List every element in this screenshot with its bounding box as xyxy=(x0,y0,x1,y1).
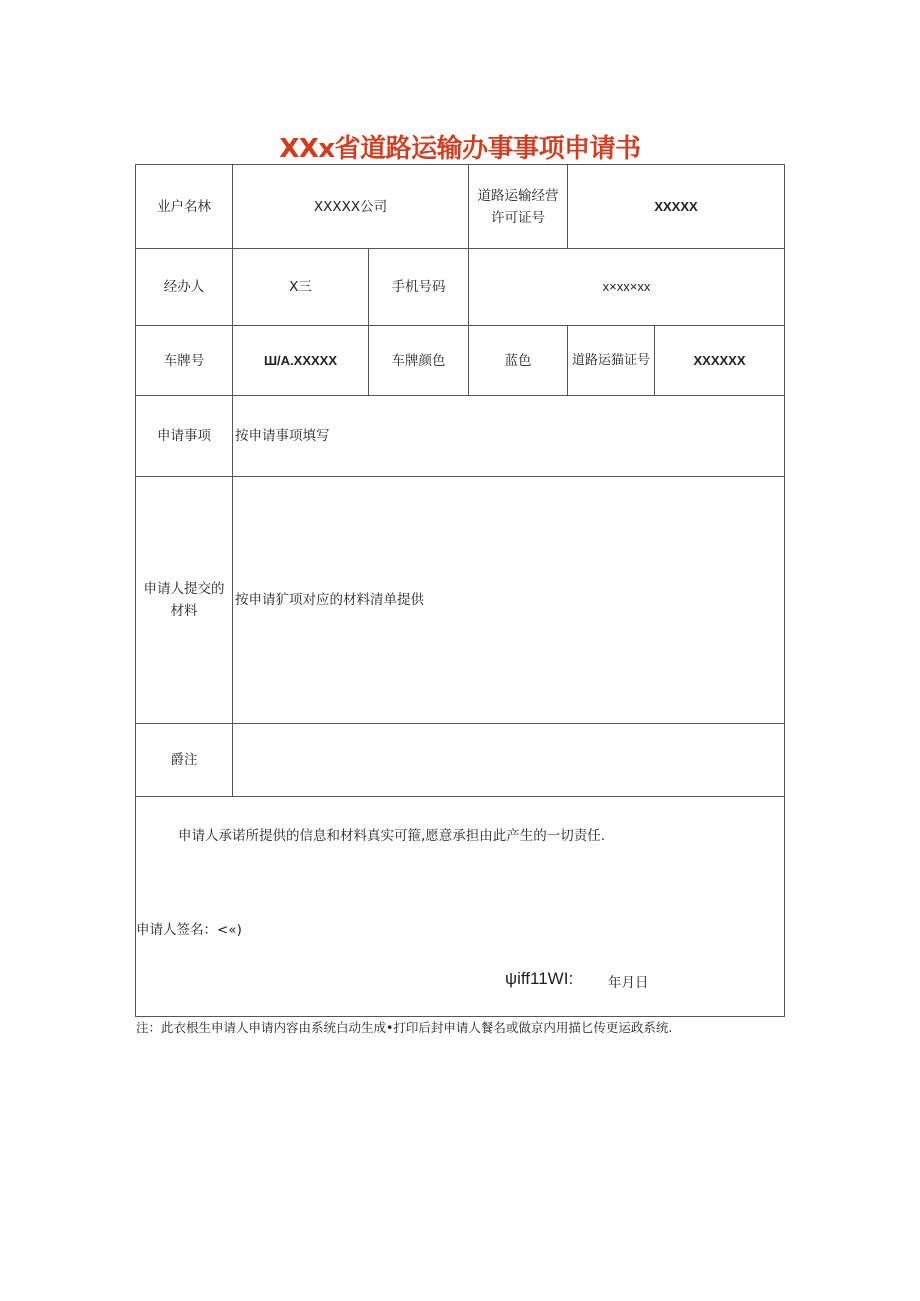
company-name-text: XXXXX公司 xyxy=(313,198,388,215)
plate-color-value: 蓝色 xyxy=(504,352,532,369)
license-number-label: 道路运输经营许可证号 xyxy=(477,187,559,226)
row-divider xyxy=(136,796,784,797)
footer-note: 注：此衣根生申请人申请内容由系统白动生成•打印后封申请人餐名或做京内用描匕传更运政系统. xyxy=(136,1020,673,1035)
signature-label: 申请人签名：<«) xyxy=(136,922,242,938)
company-name-label: 业户名林 xyxy=(157,198,211,215)
license-number-value: XXXXX xyxy=(654,198,698,214)
transport-cert-label: 道路运猫证号 xyxy=(571,352,650,368)
plate-number-value: Ш/A.XXXXX xyxy=(263,352,338,368)
date-label: 年月日 xyxy=(608,975,649,991)
matter-label: 申请事项 xyxy=(157,428,211,444)
remarks-label: 爵注 xyxy=(170,752,198,768)
declaration-statement: 申请人承诺所提供的信息和材料真实可箍,愿意承担由此产生的一切责任. xyxy=(178,828,606,844)
transport-cert-value: XXXXXX xyxy=(693,352,746,368)
phone-value: x×xx×xx xyxy=(602,279,651,294)
plate-number-label: 车牌号 xyxy=(163,352,205,369)
materials-value: 按申请犷项对应的材料清单提供 xyxy=(235,592,424,608)
agent-value: X三 xyxy=(289,279,312,295)
company-name-value xyxy=(233,165,468,248)
agent-label: 经办人 xyxy=(163,279,205,295)
phone-label: 手机号码 xyxy=(391,279,446,295)
document-title: XXx省道路运输办事事项申请书 xyxy=(279,134,641,164)
handwritten-date: ψiff11WI: xyxy=(505,969,574,988)
remarks-value xyxy=(233,724,784,796)
materials-label: 申请人提交的材料 xyxy=(143,581,225,619)
matter-value: 按申请事项填写 xyxy=(235,428,330,444)
plate-color-label: 车牌颜色 xyxy=(391,352,446,369)
application-form-table xyxy=(135,164,785,1017)
